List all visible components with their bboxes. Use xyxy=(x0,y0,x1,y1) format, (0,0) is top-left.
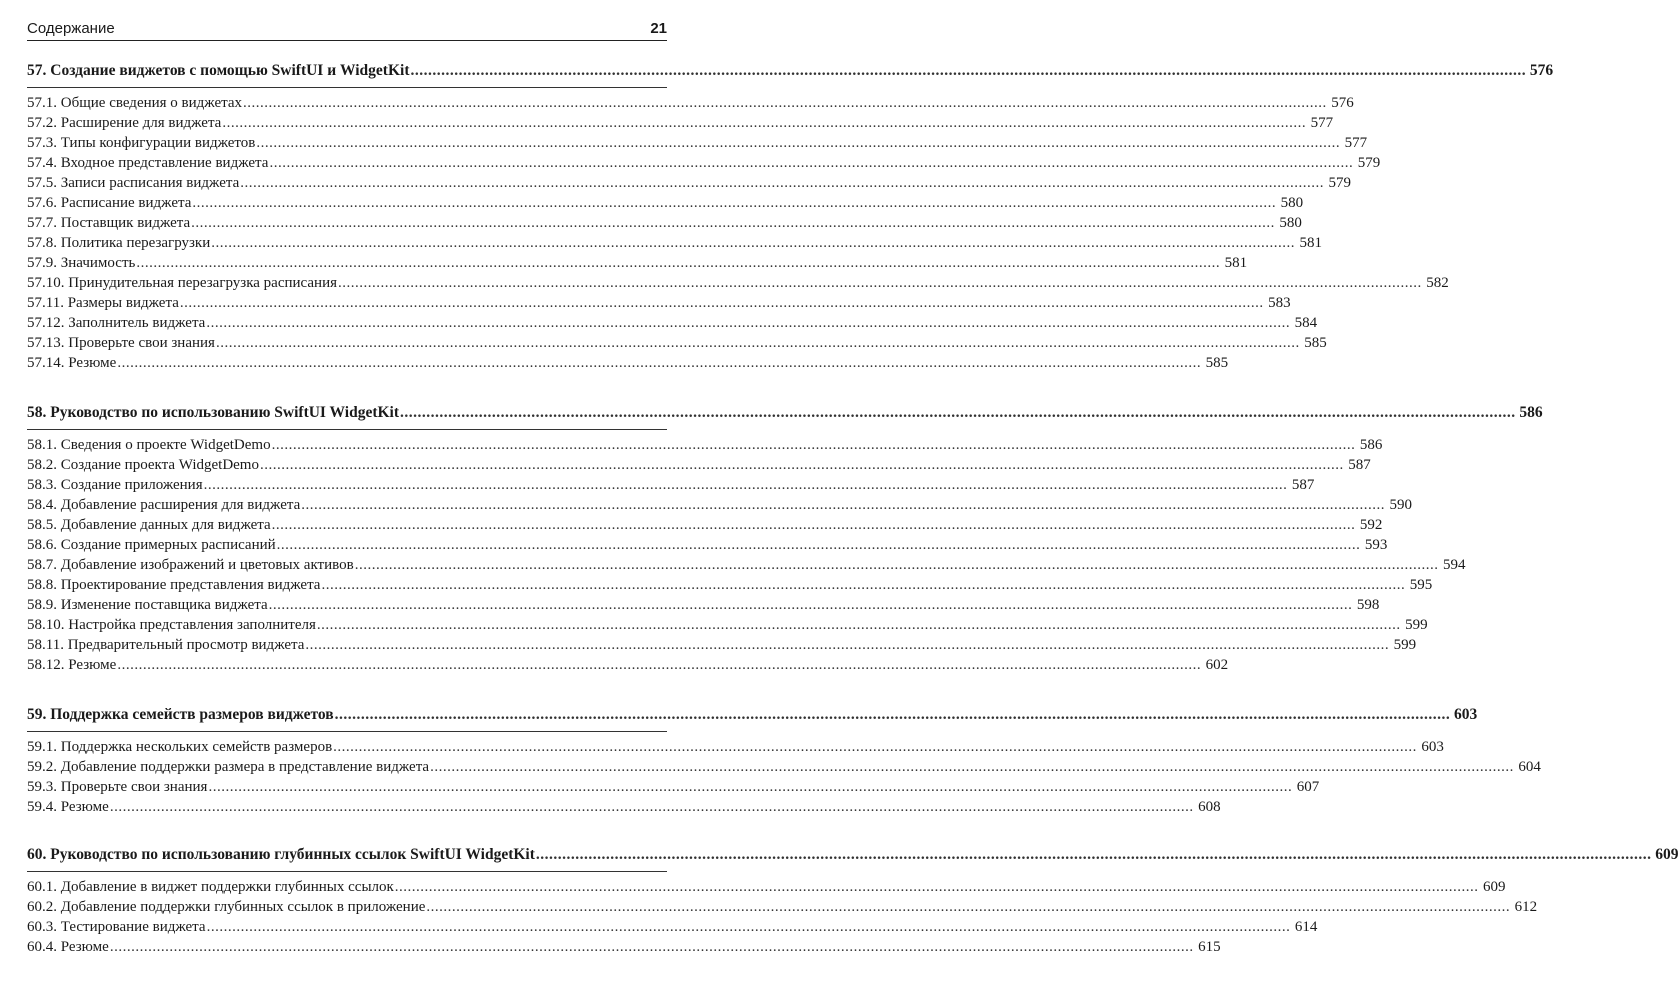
toc-entry[interactable] xyxy=(27,293,1291,313)
toc-entry[interactable] xyxy=(27,233,1323,253)
toc-entry[interactable] xyxy=(27,877,1506,897)
dot-leader xyxy=(272,515,1356,535)
entry-title: 57.5. Записи расписания виджета xyxy=(27,175,240,191)
entry-title: 58.3. Создание приложения xyxy=(27,477,203,493)
dot-leader xyxy=(216,333,1300,353)
entry-page-number: 582 xyxy=(1426,275,1449,291)
running-header xyxy=(27,18,667,41)
entry-title: 58.10. Настройка представления заполнителя xyxy=(27,617,316,633)
chapter-divider xyxy=(27,87,667,88)
dot-leader xyxy=(222,113,1306,133)
dot-leader xyxy=(335,704,1451,726)
entry-page-number: 603 xyxy=(1421,739,1444,755)
entry-page-number: 581 xyxy=(1299,235,1323,251)
entry-title: 58.1. Сведения о проекте WidgetDemo xyxy=(27,437,271,453)
chapter-title: 58. Руководство по использованию SwiftUI WidgetKit xyxy=(27,404,400,421)
dot-leader xyxy=(272,435,1356,455)
dot-leader xyxy=(395,877,1479,897)
dot-leader xyxy=(208,777,1292,797)
chapter-page-number: 576 xyxy=(1529,62,1554,79)
entry-page-number: 590 xyxy=(1389,497,1412,513)
toc-entry[interactable] xyxy=(27,193,1304,213)
chapter-divider xyxy=(27,871,667,872)
toc-entry[interactable] xyxy=(27,575,1433,595)
toc-entry[interactable] xyxy=(27,455,1371,475)
dot-leader xyxy=(400,402,1516,424)
dot-leader xyxy=(321,575,1405,595)
toc-entry[interactable] xyxy=(27,635,1417,655)
toc-entry[interactable] xyxy=(27,515,1383,535)
toc-entry[interactable] xyxy=(27,173,1351,193)
dot-leader xyxy=(110,797,1194,817)
dot-leader xyxy=(211,233,1295,253)
entry-page-number: 592 xyxy=(1359,517,1383,533)
entry-title: 59.1. Поддержка нескольких семейств размеров xyxy=(27,739,333,755)
toc-entry[interactable] xyxy=(27,555,1466,575)
chapter-title: 59. Поддержка семейств размеров виджетов xyxy=(27,706,334,723)
entry-title: 57.3. Типы конфигурации виджетов xyxy=(27,135,256,151)
chapter-title: 57. Создание виджетов с помощью SwiftUI и WidgetKit xyxy=(27,62,410,79)
entry-page-number: 580 xyxy=(1280,195,1304,211)
dot-leader xyxy=(410,60,1526,82)
dot-leader xyxy=(269,595,1353,615)
entry-page-number: 577 xyxy=(1344,135,1368,151)
dot-leader xyxy=(204,475,1288,495)
toc-entry[interactable] xyxy=(27,93,1354,113)
entry-title: 60.2. Добавление поддержки глубинных ссылок в приложение xyxy=(27,899,426,915)
entry-title: 57.10. Принудительная перезагрузка расписания xyxy=(27,275,338,291)
toc-entry[interactable] xyxy=(27,133,1368,153)
toc-chapter xyxy=(27,402,1543,675)
entry-title: 58.6. Создание примерных расписаний xyxy=(27,537,276,553)
chapter-heading[interactable] xyxy=(27,844,1679,866)
toc-chapter xyxy=(27,60,1554,373)
header-page-number: 21 xyxy=(650,20,667,37)
entry-title: 57.8. Политика перезагрузки xyxy=(27,235,211,251)
toc-entry[interactable] xyxy=(27,797,1221,817)
toc-entry[interactable] xyxy=(27,213,1302,233)
entry-page-number: 585 xyxy=(1205,355,1229,371)
dot-leader xyxy=(430,757,1514,777)
entry-title: 58.9. Изменение поставщика виджета xyxy=(27,597,268,613)
entry-title: 57.12. Заполнитель виджета xyxy=(27,315,206,331)
toc-entry[interactable] xyxy=(27,917,1318,937)
entry-title: 60.4. Резюме xyxy=(27,939,109,955)
dot-leader xyxy=(269,153,1353,173)
toc-entry[interactable] xyxy=(27,777,1320,797)
chapter-page-number: 603 xyxy=(1454,706,1478,723)
dot-leader xyxy=(191,213,1275,233)
entry-page-number: 577 xyxy=(1310,115,1334,131)
entry-title: 58.8. Проектирование представления виджета xyxy=(27,577,321,593)
entry-title: 58.12. Резюме xyxy=(27,657,117,673)
toc-entry[interactable] xyxy=(27,897,1538,917)
dot-leader xyxy=(536,844,1652,866)
dot-leader xyxy=(207,917,1291,937)
dot-leader xyxy=(338,273,1422,293)
entry-page-number: 585 xyxy=(1304,335,1327,351)
entry-page-number: 614 xyxy=(1294,919,1318,935)
entry-page-number: 595 xyxy=(1409,577,1433,593)
toc-entry[interactable] xyxy=(27,495,1412,515)
entry-title: 59.4. Резюме xyxy=(27,799,109,815)
toc-entry[interactable] xyxy=(27,595,1380,615)
chapter-title: 60. Руководство по использованию глубинных ссылок SwiftUI WidgetKit xyxy=(27,846,535,863)
entry-page-number: 576 xyxy=(1331,95,1354,111)
toc-chapter xyxy=(27,844,1679,957)
chapter-heading[interactable] xyxy=(27,402,1543,424)
entry-page-number: 586 xyxy=(1359,437,1383,453)
entry-title: 59.2. Добавление поддержки размера в представление виджета xyxy=(27,759,430,775)
entry-page-number: 604 xyxy=(1518,759,1541,775)
dot-leader xyxy=(305,635,1389,655)
entry-title: 57.4. Входное представление виджета xyxy=(27,155,269,171)
entry-page-number: 609 xyxy=(1483,879,1506,895)
toc-entry[interactable] xyxy=(27,615,1428,635)
toc-entry[interactable] xyxy=(27,475,1315,495)
dot-leader xyxy=(243,93,1327,113)
chapter-divider xyxy=(27,429,667,430)
entry-title: 57.2. Расширение для виджета xyxy=(27,115,222,131)
entry-page-number: 587 xyxy=(1291,477,1315,493)
dot-leader xyxy=(355,555,1439,575)
dot-leader xyxy=(426,897,1510,917)
dot-leader xyxy=(260,455,1344,475)
toc-entry[interactable] xyxy=(27,937,1221,957)
toc-entry[interactable] xyxy=(27,253,1248,273)
entry-page-number: 581 xyxy=(1224,255,1248,271)
dot-leader xyxy=(301,495,1385,515)
toc-chapter xyxy=(27,704,1541,817)
entry-title: 58.5. Добавление данных для виджета xyxy=(27,517,271,533)
entry-page-number: 599 xyxy=(1405,617,1428,633)
dot-leader xyxy=(180,293,1264,313)
entry-title: 57.7. Поставщик виджета xyxy=(27,215,191,231)
entry-page-number: 584 xyxy=(1294,315,1318,331)
dot-leader xyxy=(277,535,1361,555)
entry-title: 57.14. Резюме xyxy=(27,355,117,371)
entry-title: 57.11. Размеры виджета xyxy=(27,295,179,311)
entry-title: 58.7. Добавление изображений и цветовых активов xyxy=(27,557,354,573)
entry-page-number: 612 xyxy=(1514,899,1538,915)
entry-title: 59.3. Проверьте свои знания xyxy=(27,779,208,795)
entry-page-number: 583 xyxy=(1268,295,1291,311)
entry-page-number: 615 xyxy=(1198,939,1221,955)
entry-title: 57.1. Общие сведения о виджетах xyxy=(27,95,243,111)
entry-page-number: 598 xyxy=(1356,597,1380,613)
toc-entry[interactable] xyxy=(27,113,1334,133)
entry-page-number: 608 xyxy=(1198,799,1221,815)
chapter-page-number: 586 xyxy=(1519,404,1543,421)
toc-entry[interactable] xyxy=(27,435,1383,455)
entry-page-number: 593 xyxy=(1364,537,1388,553)
chapter-page-number: 609 xyxy=(1655,846,1679,863)
chapter-heading[interactable] xyxy=(27,704,1478,726)
entry-title: 60.1. Добавление в виджет поддержки глубинных ссылок xyxy=(27,879,394,895)
entry-page-number: 579 xyxy=(1328,175,1351,191)
toc-entry[interactable] xyxy=(27,737,1444,757)
chapter-divider xyxy=(27,731,667,732)
dot-leader xyxy=(206,313,1290,333)
dot-leader xyxy=(136,253,1220,273)
dot-leader xyxy=(117,655,1201,675)
toc-entry[interactable] xyxy=(27,535,1388,555)
toc-entry[interactable] xyxy=(27,333,1327,353)
header-title: Содержание xyxy=(27,20,115,37)
entry-title: 57.13. Проверьте свои знания xyxy=(27,335,215,351)
entry-page-number: 607 xyxy=(1296,779,1320,795)
dot-leader xyxy=(333,737,1417,757)
entry-title: 57.9. Значимость xyxy=(27,255,136,271)
dot-leader xyxy=(192,193,1276,213)
entry-title: 60.3. Тестирование виджета xyxy=(27,919,206,935)
entry-page-number: 599 xyxy=(1393,637,1417,653)
toc-entry[interactable] xyxy=(27,273,1449,293)
dot-leader xyxy=(256,133,1340,153)
entry-title: 58.11. Предварительный просмотр виджета xyxy=(27,637,305,653)
toc-entry[interactable] xyxy=(27,353,1229,373)
dot-leader xyxy=(110,937,1194,957)
entry-page-number: 594 xyxy=(1442,557,1466,573)
entry-page-number: 580 xyxy=(1279,215,1302,231)
toc-entry[interactable] xyxy=(27,655,1229,675)
entry-page-number: 587 xyxy=(1348,457,1371,473)
entry-title: 57.6. Расписание виджета xyxy=(27,195,192,211)
entry-title: 58.4. Добавление расширения для виджета xyxy=(27,497,301,513)
toc-entry[interactable] xyxy=(27,757,1541,777)
toc-entry[interactable] xyxy=(27,153,1381,173)
entry-page-number: 579 xyxy=(1357,155,1381,171)
entry-page-number: 602 xyxy=(1205,657,1229,673)
dot-leader xyxy=(240,173,1324,193)
dot-leader xyxy=(317,615,1401,635)
dot-leader xyxy=(117,353,1201,373)
toc-entry[interactable] xyxy=(27,313,1318,333)
chapter-heading[interactable] xyxy=(27,60,1554,82)
entry-title: 58.2. Создание проекта WidgetDemo xyxy=(27,457,259,473)
